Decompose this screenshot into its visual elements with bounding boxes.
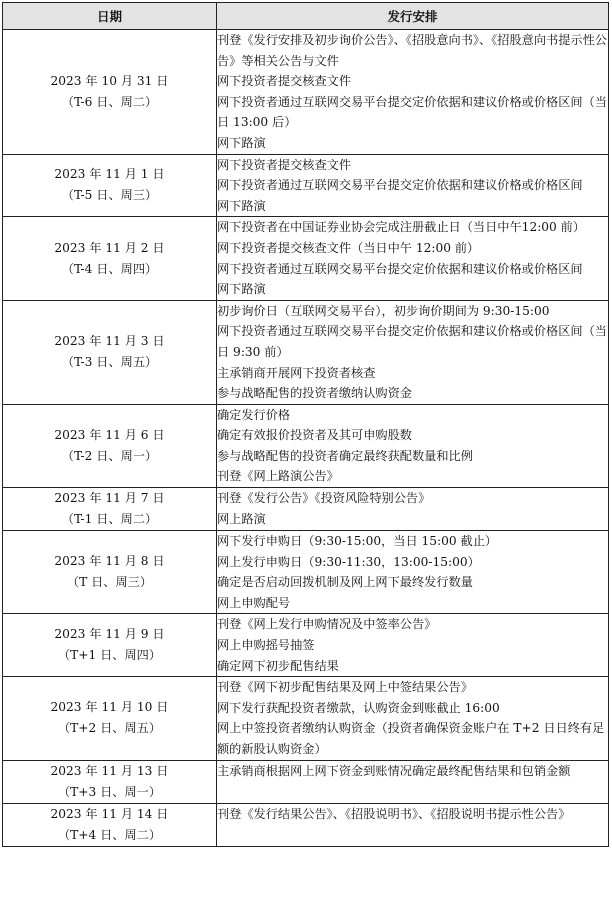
trading-day-text: （T-3 日、周五） xyxy=(61,355,158,370)
arrangement-column-header: 发行安排 xyxy=(217,3,609,30)
date-cell xyxy=(3,154,217,217)
arrangement-item: 确定发行价格 xyxy=(217,407,291,422)
date-cell xyxy=(3,803,217,846)
arrangement-item: 确定网下初步配售结果 xyxy=(217,658,339,673)
arrangement-item: 刊登《发行公告》《投资风险特别公告》 xyxy=(217,491,431,506)
date-text: 2023 年 11 月 13 日 xyxy=(50,763,169,778)
arrangement-cell xyxy=(217,760,609,803)
arrangement-item: 网下发行申购日（9:30-15:00，当日 15:00 截止） xyxy=(217,534,498,549)
date-cell xyxy=(3,488,217,531)
date-text: 2023 年 11 月 2 日 xyxy=(54,240,165,255)
date-cell xyxy=(3,300,217,404)
arrangement-cell xyxy=(217,677,609,760)
date-text: 2023 年 11 月 10 日 xyxy=(50,700,169,715)
arrangement-item: 主承销商开展网下投资者核查 xyxy=(217,365,376,380)
arrangement-item: 网下路演 xyxy=(217,135,266,150)
trading-day-text: （T-2 日、周一） xyxy=(61,448,158,463)
table-row xyxy=(3,30,609,155)
table-row xyxy=(3,404,609,487)
arrangement-item: 刊登《发行结果公告》、《招股说明书》、《招股说明书提示性公告》 xyxy=(217,806,571,821)
arrangement-cell xyxy=(217,488,609,531)
date-text: 2023 年 11 月 9 日 xyxy=(54,627,165,642)
trading-day-text: （T+2 日、周五） xyxy=(57,721,162,736)
date-text: 2023 年 11 月 1 日 xyxy=(54,167,165,182)
date-cell xyxy=(3,217,217,300)
trading-day-text: （T+4 日、周二） xyxy=(57,827,162,842)
arrangement-item: 网下发行获配投资者缴款，认购资金到账截止 16:00 xyxy=(217,700,500,715)
arrangement-cell xyxy=(217,614,609,677)
arrangement-cell xyxy=(217,404,609,487)
table-row xyxy=(3,531,609,614)
table-body xyxy=(3,30,609,847)
arrangement-item: 刊登《发行安排及初步询价公告》、《招股意向书》、《招股意向书提示性公告》等相关公告与文件 xyxy=(217,33,607,68)
date-text: 2023 年 11 月 6 日 xyxy=(54,427,165,442)
table-row xyxy=(3,760,609,803)
arrangement-item: 参与战略配售的投资者缴纳认购资金 xyxy=(217,386,412,401)
arrangement-item: 网上路演 xyxy=(217,511,266,526)
arrangement-cell xyxy=(217,531,609,614)
arrangement-cell xyxy=(217,30,609,155)
table-header-row xyxy=(3,3,609,30)
arrangement-item: 网下投资者通过互联网交易平台提交定价依据和建议价格或价格区间 xyxy=(217,261,583,276)
arrangement-item: 网下投资者通过互联网交易平台提交定价依据和建议价格或价格区间 xyxy=(217,178,583,193)
date-cell xyxy=(3,677,217,760)
date-column-header: 日期 xyxy=(3,3,217,30)
trading-day-text: （T-6 日、周二） xyxy=(61,94,158,109)
arrangement-item: 网上申购摇号抽签 xyxy=(217,638,315,653)
arrangement-item: 网下投资者提交核查文件（当日中午 12:00 前） xyxy=(217,240,480,255)
table-row xyxy=(3,614,609,677)
arrangement-item: 网上申购配号 xyxy=(217,595,291,610)
arrangement-item: 网下投资者在中国证券业协会完成注册截止日（当日中午12:00 前） xyxy=(217,220,586,235)
arrangement-cell xyxy=(217,803,609,846)
trading-day-text: （T+3 日、周一） xyxy=(57,784,162,799)
arrangement-cell xyxy=(217,154,609,217)
arrangement-item: 参与战略配售的投资者确定最终获配数量和比例 xyxy=(217,448,473,463)
table-row xyxy=(3,154,609,217)
offering-schedule-table xyxy=(2,2,609,847)
arrangement-cell xyxy=(217,217,609,300)
arrangement-item: 确定是否启动回拨机制及网上网下最终发行数量 xyxy=(217,575,473,590)
arrangement-item: 网上中签投资者缴纳认购资金（投资者确保资金账户在 T+2 日日终有足额的新股认购资金） xyxy=(217,721,605,756)
arrangement-item: 网上发行申购日（9:30-11:30，13:00-15:00） xyxy=(217,554,480,569)
arrangement-item: 网下投资者提交核查文件 xyxy=(217,157,352,172)
date-text: 2023 年 11 月 8 日 xyxy=(54,554,165,569)
trading-day-text: （T-1 日、周二） xyxy=(61,512,158,527)
arrangement-item: 网下投资者通过互联网交易平台提交定价依据和建议价格或价格区间（当日 13:00 后） xyxy=(217,94,607,130)
date-text: 2023 年 11 月 7 日 xyxy=(54,491,165,506)
table-row xyxy=(3,217,609,300)
arrangement-item: 网下路演 xyxy=(217,282,266,297)
arrangement-item: 确定有效报价投资者及其可申购股数 xyxy=(217,428,412,443)
table-row xyxy=(3,677,609,760)
arrangement-item: 网下投资者通过互联网交易平台提交定价依据和建议价格或价格区间（当日 9:30 前） xyxy=(217,324,607,359)
arrangement-item: 主承销商根据网上网下资金到账情况确定最终配售结果和包销金额 xyxy=(217,763,571,778)
arrangement-item: 刊登《网上发行申购情况及中签率公告》 xyxy=(217,617,437,632)
date-cell xyxy=(3,30,217,155)
arrangement-item: 网下投资者提交核查文件 xyxy=(217,74,352,89)
trading-day-text: （T 日、周三） xyxy=(66,575,153,590)
arrangement-item: 网下路演 xyxy=(217,198,266,213)
date-text: 2023 年 11 月 3 日 xyxy=(54,334,165,349)
date-cell xyxy=(3,531,217,614)
table-row xyxy=(3,300,609,404)
trading-day-text: （T-4 日、周四） xyxy=(61,261,158,276)
arrangement-item: 初步询价日（互联网交易平台），初步询价期间为 9:30-15:00 xyxy=(217,303,550,318)
date-text: 2023 年 10 月 31 日 xyxy=(50,73,169,88)
table-row xyxy=(3,488,609,531)
arrangement-item: 刊登《网下初步配售结果及网上中签结果公告》 xyxy=(217,680,473,695)
arrangement-cell xyxy=(217,300,609,404)
table-row xyxy=(3,803,609,846)
date-cell xyxy=(3,760,217,803)
trading-day-text: （T+1 日、周四） xyxy=(57,648,162,663)
date-cell xyxy=(3,404,217,487)
arrangement-item: 刊登《网上路演公告》 xyxy=(217,469,339,484)
date-cell xyxy=(3,614,217,677)
date-text: 2023 年 11 月 14 日 xyxy=(50,806,169,821)
trading-day-text: （T-5 日、周三） xyxy=(61,188,158,203)
